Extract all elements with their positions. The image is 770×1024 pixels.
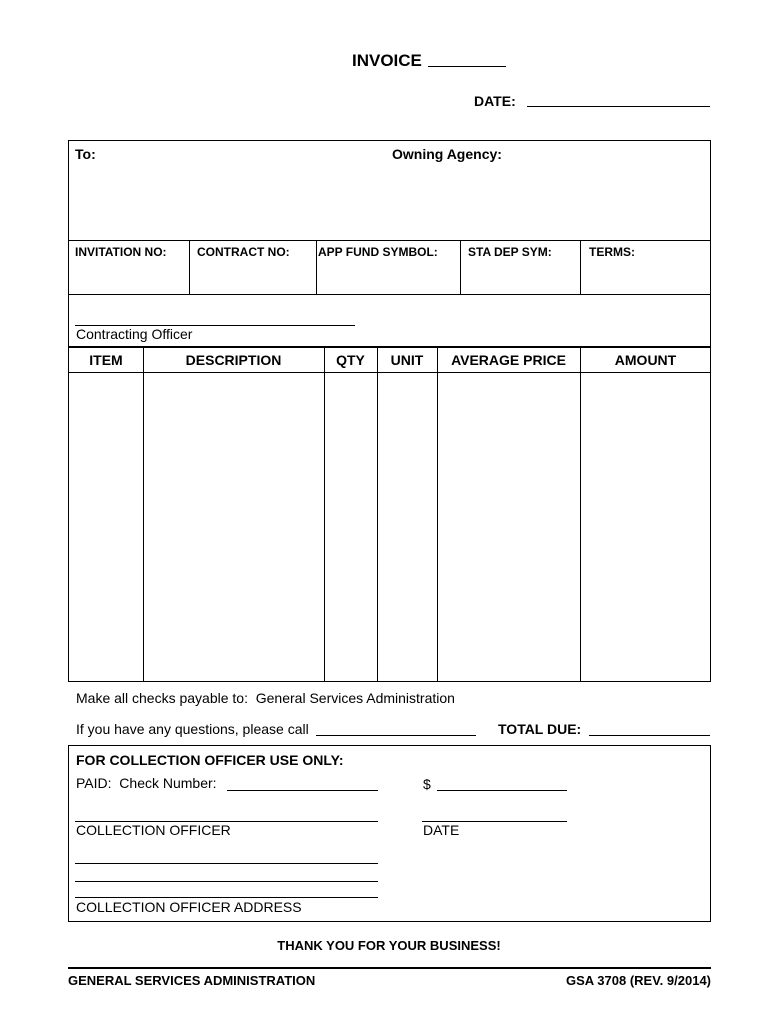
- items-col-divider: [143, 347, 144, 682]
- dollar-sign: $: [423, 776, 431, 792]
- collection-address-line-2[interactable]: [75, 881, 378, 882]
- fields-divider: [580, 240, 581, 295]
- paid-amount-field[interactable]: [437, 790, 567, 791]
- items-col-divider: [324, 347, 325, 682]
- fields-divider: [189, 240, 190, 295]
- terms-label: TERMS:: [589, 245, 635, 259]
- col-header-average-price: AVERAGE PRICE: [451, 352, 566, 368]
- to-label: To:: [75, 146, 96, 162]
- col-header-qty: QTY: [336, 352, 365, 368]
- total-due-label: TOTAL DUE:: [498, 721, 582, 737]
- invoice-title: INVOICE: [352, 51, 422, 70]
- items-table: [68, 347, 711, 682]
- check-number-field[interactable]: [227, 790, 378, 791]
- col-header-item: ITEM: [89, 352, 123, 368]
- paid-check-number-label: PAID: Check Number:: [76, 775, 217, 791]
- app-fund-symbol-label: APP FUND SYMBOL:: [318, 245, 438, 259]
- items-col-divider: [580, 347, 581, 682]
- total-due-field[interactable]: [589, 735, 710, 736]
- items-col-divider: [437, 347, 438, 682]
- collection-date-label: DATE: [423, 822, 460, 838]
- contracting-officer-label: Contracting Officer: [76, 326, 193, 342]
- invoice-number-field[interactable]: [428, 66, 506, 67]
- invitation-no-label: INVITATION NO:: [75, 245, 167, 259]
- questions-text: If you have any questions, please call: [76, 721, 309, 737]
- col-header-description: DESCRIPTION: [185, 352, 282, 368]
- fields-row-bottom-border: [68, 294, 711, 295]
- thank-you-text: THANK YOU FOR YOUR BUSINESS!: [277, 938, 501, 953]
- sta-dep-sym-label: STA DEP SYM:: [468, 245, 552, 259]
- items-header-divider: [68, 372, 711, 373]
- footer-form-number: GSA 3708 (REV. 9/2014): [565, 973, 711, 988]
- date-label: DATE:: [474, 93, 516, 109]
- footer-rule: [68, 967, 711, 969]
- collection-heading: FOR COLLECTION OFFICER USE ONLY:: [76, 752, 344, 768]
- collection-officer-address-label: COLLECTION OFFICER ADDRESS: [76, 899, 302, 915]
- footer-agency: GENERAL SERVICES ADMINISTRATION: [68, 973, 316, 988]
- date-field[interactable]: [527, 106, 710, 107]
- items-col-divider: [377, 347, 378, 682]
- col-header-unit: UNIT: [390, 352, 424, 368]
- fields-row-top-border: [68, 240, 711, 241]
- owning-agency-label: Owning Agency:: [392, 146, 502, 162]
- top-info-box: [68, 140, 711, 347]
- collection-address-line-3[interactable]: [75, 897, 378, 898]
- collection-address-line-1[interactable]: [75, 863, 378, 864]
- fields-divider: [460, 240, 461, 295]
- phone-number-field[interactable]: [316, 735, 476, 736]
- contract-no-label: CONTRACT NO:: [197, 245, 290, 259]
- col-header-amount: AMOUNT: [614, 352, 677, 368]
- fields-divider: [316, 240, 317, 295]
- checks-payable-text: Make all checks payable to: General Services Administration: [76, 690, 455, 706]
- collection-officer-label: COLLECTION OFFICER: [76, 822, 231, 838]
